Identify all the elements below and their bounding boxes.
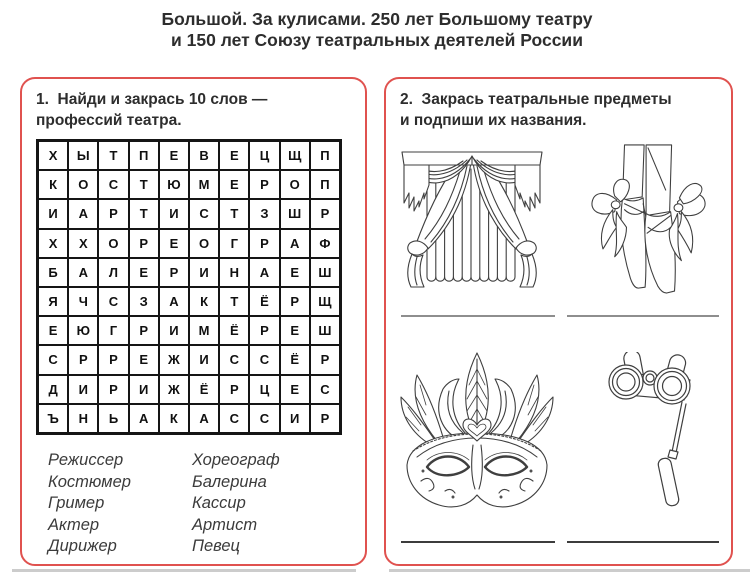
grid-cell[interactable]: Х <box>68 229 98 258</box>
grid-cell[interactable]: Р <box>249 170 279 199</box>
grid-cell[interactable]: И <box>189 258 219 287</box>
grid-cell[interactable]: Ё <box>280 345 310 374</box>
grid-cell[interactable]: З <box>129 287 159 316</box>
word-list-item: Гример <box>48 494 105 512</box>
grid-cell[interactable]: Р <box>68 345 98 374</box>
grid-cell[interactable]: Ш <box>280 199 310 228</box>
curtain-figure[interactable] <box>397 145 547 293</box>
grid-cell[interactable]: С <box>219 345 249 374</box>
task2-heading-line1: 2. Закрась театральные предметы <box>400 91 672 108</box>
grid-cell[interactable]: Я <box>38 287 68 316</box>
grid-cell[interactable]: Ж <box>159 345 189 374</box>
grid-cell[interactable]: К <box>189 287 219 316</box>
task1-panel <box>20 77 367 566</box>
grid-cell[interactable]: К <box>38 170 68 199</box>
grid-cell[interactable]: Т <box>219 199 249 228</box>
grid-cell[interactable]: Р <box>280 287 310 316</box>
task1-heading-line2: профессий театра. <box>36 112 182 129</box>
grid-cell[interactable]: А <box>68 258 98 287</box>
grid-cell[interactable]: Р <box>310 345 340 374</box>
grid-cell[interactable]: Ю <box>68 316 98 345</box>
grid-cell[interactable]: Т <box>129 170 159 199</box>
grid-cell[interactable]: А <box>159 287 189 316</box>
grid-cell[interactable]: Ц <box>249 141 279 170</box>
theater-curtain-icon <box>397 145 547 293</box>
grid-cell[interactable]: Е <box>280 316 310 345</box>
page-title <box>0 9 754 51</box>
grid-cell[interactable]: А <box>189 404 219 433</box>
grid-cell[interactable]: К <box>159 404 189 433</box>
pointe-shoes-figure[interactable] <box>588 143 713 295</box>
task1-heading <box>36 89 357 131</box>
grid-cell[interactable]: Н <box>68 404 98 433</box>
word-list-item: Хореограф <box>192 451 280 469</box>
grid-cell[interactable]: Е <box>129 258 159 287</box>
grid-cell[interactable]: М <box>189 170 219 199</box>
word-list-column-1 <box>48 450 131 558</box>
grid-cell[interactable]: Р <box>249 316 279 345</box>
grid-cell[interactable]: Ё <box>189 375 219 404</box>
grid-cell[interactable]: В <box>189 141 219 170</box>
grid-cell[interactable]: О <box>280 170 310 199</box>
grid-cell[interactable]: А <box>68 199 98 228</box>
grid-cell[interactable]: З <box>249 199 279 228</box>
grid-cell[interactable]: С <box>310 375 340 404</box>
grid-cell[interactable]: Е <box>129 345 159 374</box>
grid-cell[interactable]: Е <box>38 316 68 345</box>
grid-cell[interactable]: Х <box>38 141 68 170</box>
grid-cell[interactable]: Б <box>38 258 68 287</box>
grid-cell[interactable]: Р <box>310 199 340 228</box>
grid-cell[interactable]: Ъ <box>38 404 68 433</box>
task2-heading-line2: и подпиши их названия. <box>400 112 587 129</box>
grid-cell[interactable]: Р <box>98 345 128 374</box>
grid-cell[interactable]: А <box>249 258 279 287</box>
task2-heading <box>400 89 723 131</box>
grid-cell[interactable]: Х <box>38 229 68 258</box>
grid-cell[interactable]: Р <box>129 229 159 258</box>
grid-cell[interactable]: Ю <box>159 170 189 199</box>
grid-cell[interactable]: И <box>159 316 189 345</box>
grid-cell[interactable]: И <box>280 404 310 433</box>
grid-cell[interactable]: Ь <box>98 404 128 433</box>
grid-cell[interactable]: Н <box>219 258 249 287</box>
answer-line-curtain[interactable] <box>401 315 555 317</box>
grid-cell[interactable]: О <box>189 229 219 258</box>
answer-line-shoes[interactable] <box>567 315 719 317</box>
grid-cell[interactable]: С <box>219 404 249 433</box>
grid-cell[interactable]: П <box>129 141 159 170</box>
pointe-shoes-icon <box>588 143 713 295</box>
grid-cell[interactable]: М <box>189 316 219 345</box>
grid-cell[interactable]: Р <box>98 199 128 228</box>
grid-cell[interactable]: Е <box>159 229 189 258</box>
grid-cell[interactable]: Р <box>159 258 189 287</box>
grid-cell[interactable]: Ш <box>310 258 340 287</box>
grid-cell[interactable]: Р <box>219 375 249 404</box>
grid-cell[interactable]: Щ <box>280 141 310 170</box>
grid-cell[interactable]: Ё <box>219 316 249 345</box>
grid-cell[interactable]: С <box>189 199 219 228</box>
grid-cell[interactable]: И <box>68 375 98 404</box>
grid-cell[interactable]: П <box>310 141 340 170</box>
grid-cell[interactable]: Л <box>98 258 128 287</box>
grid-cell[interactable]: О <box>68 170 98 199</box>
grid-cell[interactable]: И <box>38 199 68 228</box>
opera-glasses-figure[interactable] <box>600 352 715 520</box>
grid-cell[interactable]: Ч <box>68 287 98 316</box>
word-list-item: Кассир <box>192 494 246 512</box>
grid-cell[interactable]: О <box>98 229 128 258</box>
grid-cell[interactable]: Р <box>129 316 159 345</box>
grid-cell[interactable]: И <box>159 199 189 228</box>
grid-cell[interactable]: Р <box>249 229 279 258</box>
word-list-item: Певец <box>192 537 240 555</box>
grid-cell[interactable]: Г <box>219 229 249 258</box>
grid-cell[interactable]: Р <box>310 404 340 433</box>
word-list-item: Артист <box>192 515 258 534</box>
word-list-column-2 <box>192 450 280 558</box>
grid-cell[interactable]: Ш <box>310 316 340 345</box>
grid-cell[interactable]: С <box>98 170 128 199</box>
grid-cell[interactable]: И <box>189 345 219 374</box>
opera-glasses-icon <box>600 352 715 520</box>
grid-cell[interactable]: Е <box>280 375 310 404</box>
grid-cell[interactable]: Г <box>98 316 128 345</box>
grid-cell[interactable]: С <box>249 404 279 433</box>
grid-cell[interactable]: А <box>280 229 310 258</box>
task2-panel <box>384 77 733 566</box>
mask-figure[interactable] <box>393 345 561 513</box>
grid-cell[interactable]: С <box>98 287 128 316</box>
grid-cell[interactable]: Т <box>98 141 128 170</box>
word-list-item: Костюмер <box>48 472 131 491</box>
grid-cell[interactable]: Е <box>159 141 189 170</box>
carnival-mask-icon <box>393 345 561 513</box>
grid-cell[interactable]: С <box>249 345 279 374</box>
grid-cell[interactable]: Р <box>98 375 128 404</box>
grid-cell[interactable]: П <box>310 170 340 199</box>
word-list-item: Актер <box>48 515 100 534</box>
page-title-line1: Большой. За кулисами. 250 лет Большому театру <box>161 9 593 29</box>
grid-cell[interactable]: Ц <box>249 375 279 404</box>
grid-cell[interactable]: Щ <box>310 287 340 316</box>
grid-cell[interactable]: Ф <box>310 229 340 258</box>
grid-cell[interactable]: Д <box>38 375 68 404</box>
grid-cell[interactable]: А <box>129 404 159 433</box>
grid-cell[interactable]: И <box>129 375 159 404</box>
page-title-line2: и 150 лет Союзу театральных деятелей России <box>171 30 583 50</box>
word-search-grid <box>36 139 342 435</box>
word-list-item: Режиссер <box>48 451 124 469</box>
grid-cell[interactable]: Е <box>219 141 249 170</box>
grid-cell[interactable]: Е <box>280 258 310 287</box>
grid-cell[interactable]: Т <box>219 287 249 316</box>
task1-heading-line1: 1. Найди и закрась 10 слов — <box>36 91 268 108</box>
grid-cell[interactable]: Т <box>129 199 159 228</box>
grid-cell[interactable]: Ё <box>249 287 279 316</box>
answer-line-mask[interactable] <box>401 541 555 543</box>
grid-cell[interactable]: Ж <box>159 375 189 404</box>
answer-line-glasses[interactable] <box>567 541 719 543</box>
word-list-item: Дирижер <box>48 537 117 555</box>
grid-cell[interactable]: С <box>38 345 68 374</box>
grid-cell[interactable]: Ы <box>68 141 98 170</box>
grid-cell[interactable]: Е <box>219 170 249 199</box>
word-list-item: Балерина <box>192 472 267 491</box>
